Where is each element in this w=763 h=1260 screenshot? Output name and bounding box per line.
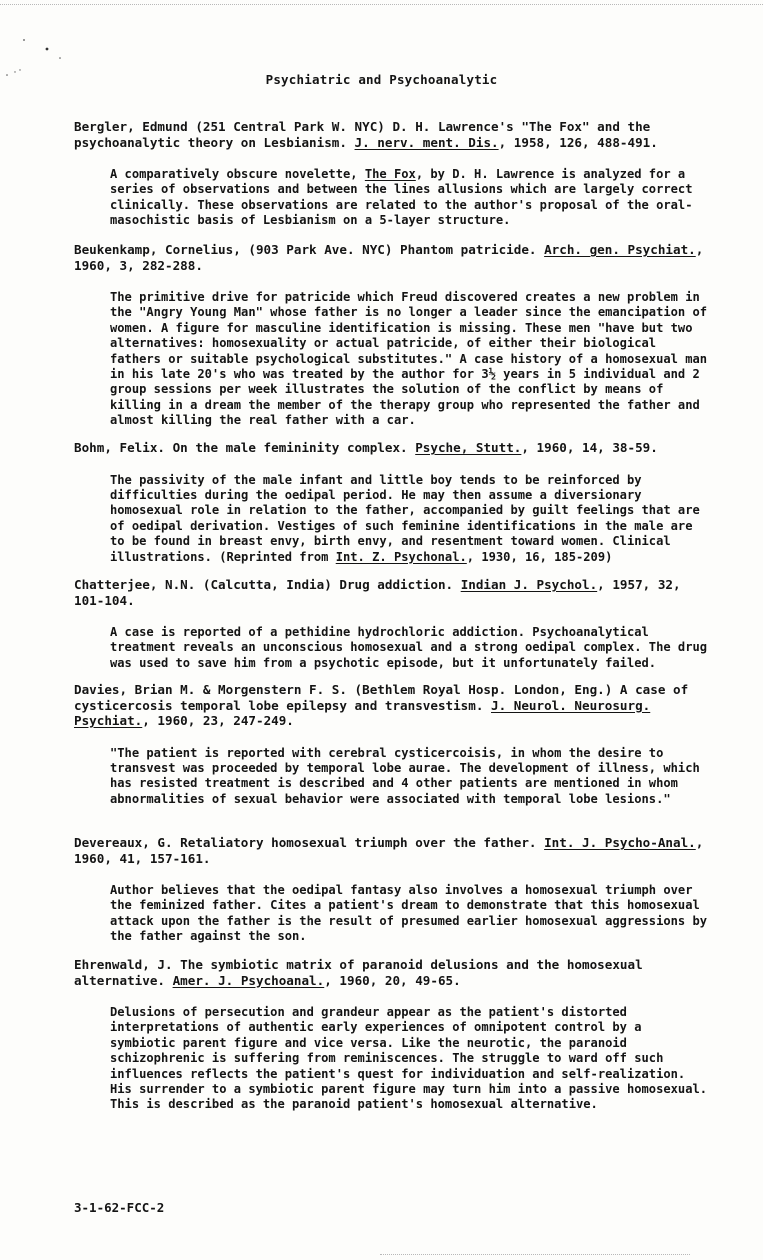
citation-volume: , 1960, 20, 49-65. — [324, 972, 461, 988]
abstract: The primitive drive for patricide which Freud discovered creates a new problem in the "Angry Young Man" whose father is no longer a leader since the emancipation of women. A figure for masculine identification is missing. These men "have but two alternatives: homosexuality or actual patricide, of either their biological fathers or suitable psychological substitutes." A case history of a homosexual man in his late 20's who was treated by the author for 3½ years in 5 individual and 2 group sessions per week illustrates the solution of the conflict by means of killing in a dream the member of the therapy group who represented the father and almost killing the real father with a car. — [110, 290, 708, 428]
journal-name: J. Neurol. Neurosurg. Psychiat. — [74, 697, 651, 728]
journal-name: Int. J. Psycho-Anal. — [544, 835, 696, 850]
abstract — [110, 473, 714, 565]
citation — [74, 577, 714, 608]
citation-text: Chatterjee, N.N. (Calcutta, India) Drug addiction. — [74, 577, 461, 592]
abstract-text: The passivity of the male infant and little boy tends to be reinforced by difficulties during the oedipal period. He may then assume a diversionary homosexual role in relation to the father, accompanied by guilt feelings that are of oedipal derivation. Vestiges of such feminine identifications in the male are to be found in breast envy, birth envy, and resentment toward women. Clinical illustrations. (Reprinted from — [110, 472, 700, 564]
citation — [74, 119, 714, 150]
bibliography-entry-chatterjee — [74, 577, 714, 671]
citation-text: Davies, Brian M. & Morgenstern F. S. (Bethlem Royal Hosp. London, Eng.) A case of cysticercosis temporal lobe epilepsy and transvestism. — [74, 682, 689, 713]
abstract-text: A comparatively obscure novelette, — [110, 167, 365, 181]
journal-name: Psyche, Stutt. — [415, 440, 522, 455]
scan-edge-bottom — [380, 1254, 690, 1257]
citation-volume: , 1960, 23, 247-249. — [142, 713, 294, 728]
abstract: A case is reported of a pethidine hydrochloric addiction. Psychoanalytical treatment reveals an unconscious homosexual and a strong oedipal complex. The drug was used to save him from a psychotic episode, but it unfortunately failed. — [110, 625, 708, 670]
abstract-title: The Fox — [364, 167, 416, 181]
citation-text: Beukenkamp, Cornelius, (903 Park Ave. NYC) Phantom patricide. — [74, 242, 545, 257]
citation — [74, 682, 714, 729]
citation-text: Bohm, Felix. On the male femininity complex. — [74, 440, 416, 455]
citation-text: Ehrenwald, J. The symbiotic matrix of paranoid delusions and the homosexual alternative. — [74, 957, 643, 988]
journal-name: J. nerv. ment. Dis. — [354, 134, 499, 150]
journal-name: Amer. J. Psychoanal. — [172, 972, 325, 988]
citation-volume: , 1960, 3, 282-288. — [74, 242, 704, 273]
bibliography-entry-ehrenwald — [74, 957, 714, 1113]
page-title: Psychiatric and Psychoanalytic — [265, 72, 498, 87]
citation-volume: , 1958, 126, 488-491. — [498, 134, 658, 150]
citation — [74, 957, 714, 988]
citation — [74, 242, 714, 273]
bibliography-entry-devereaux — [74, 835, 714, 945]
abstract: Delusions of persecution and grandeur appear as the patient's distorted interpretations of authentic early experiences of omnipotent control by a symbiotic parent figure and vice versa. Like the neurotic, the paranoid schizophrenic is suffering from reminiscences. The struggle to ward off such influences reflects the patient's quest for individuation and self-realization. His surrender to a symbiotic parent figure may turn him into a passive homosexual. This is described as the paranoid patient's homosexual alternative. — [110, 1005, 708, 1112]
bibliography-entry-bergler — [74, 119, 714, 229]
abstract-text: , by D. H. Lawrence is analyzed for a series of observations and between the lines allusions which are largely correct clinically. These observations are related to the author's proposal of the oral-masochistic basis of Lesbianism on a 5-layer structure. — [110, 167, 693, 228]
citation-text: Devereaux, G. Retaliatory homosexual triumph over the father. — [74, 835, 545, 850]
citation — [74, 835, 714, 866]
abstract — [110, 167, 714, 229]
journal-name: Indian J. Psychol. — [460, 577, 598, 592]
citation-volume: , 1960, 14, 38-59. — [521, 440, 658, 455]
citation — [74, 440, 714, 456]
citation-volume: , 1960, 41, 157-161. — [74, 835, 704, 866]
citation-text: Bergler, Edmund (251 Central Park W. NYC) D. H. Lawrence's "The Fox" and the psychoanalytic theory on Lesbianism. — [74, 119, 651, 150]
document-code: 3-1-62-FCC-2 — [74, 1200, 165, 1215]
reprint-journal: Int. Z. Psychonal. — [335, 549, 467, 564]
bibliography-entry-davies — [74, 682, 714, 807]
abstract: Author believes that the oedipal fantasy also involves a homosexual triumph over the feminized father. Cites a patient's dream to demonstrate that this homosexual attack upon the father is the result of presumed earlier homosexual aggressions by the father against the son. — [110, 883, 708, 944]
bibliography-entry-beukenkamp — [74, 242, 714, 429]
abstract-text: , 1930, 16, 185-209) — [466, 549, 613, 564]
scan-edge-top — [0, 4, 763, 7]
bibliography-entry-bohm — [74, 440, 714, 565]
citation-volume: , 1957, 32, 101-104. — [74, 577, 681, 608]
abstract: "The patient is reported with cerebral cysticercoisis, in whom the desire to transvest was proceeded by temporal lobe aurae. The development of illness, which has resisted treatment is described and 4 other patients are mentioned in whom abnormalities of sexual behavior were associated with temporal lobe lesions." — [110, 745, 700, 806]
journal-name: Arch. gen. Psychiat. — [544, 242, 696, 257]
